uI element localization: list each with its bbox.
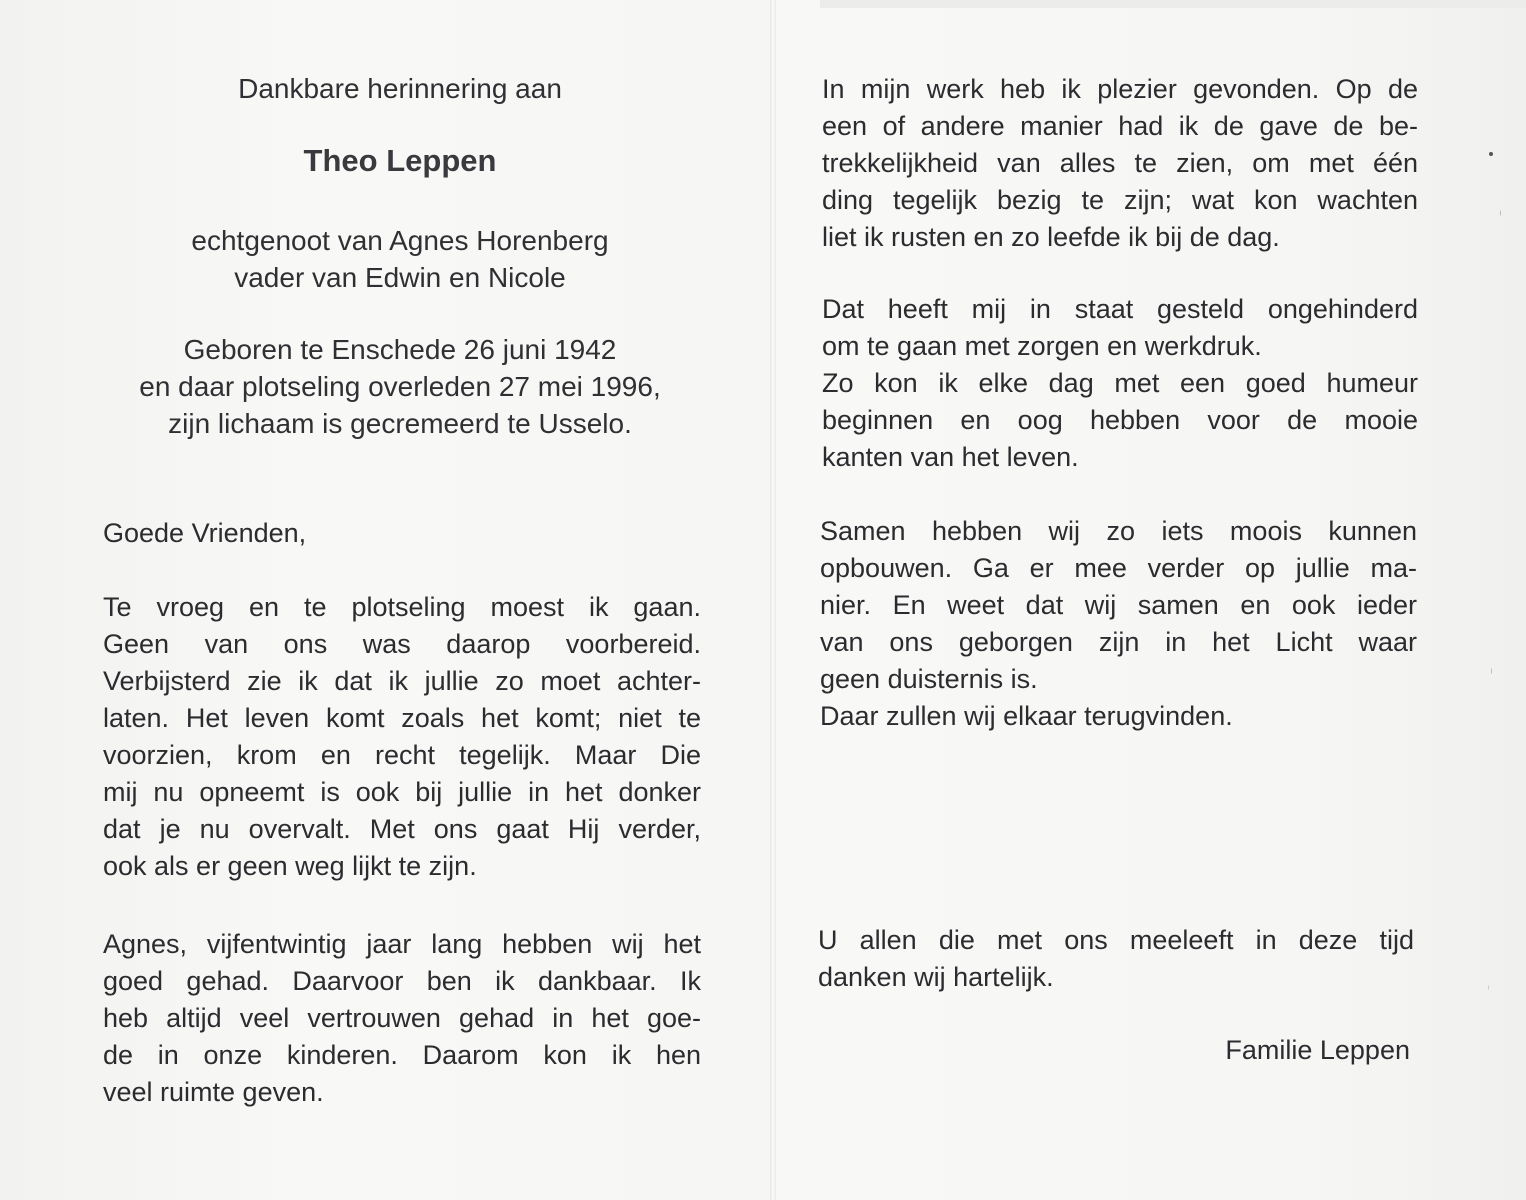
scan-speck <box>1491 668 1492 674</box>
paragraph-line: om te gaan met zorgen en werkdruk. <box>822 331 1262 361</box>
right-paragraph-3 <box>820 513 1417 735</box>
right-page-top-edge <box>820 0 1526 8</box>
relations-block <box>0 222 800 296</box>
paragraph-line: ook als er geen weg lijkt te zijn. <box>103 851 477 881</box>
paragraph-line: Samen hebben wij zo iets moois kunnen <box>820 516 1417 546</box>
paragraph-line: dat je nu overvalt. Met ons gaat Hij verder, <box>103 814 701 844</box>
scan-speck <box>1488 985 1489 990</box>
cremation-line: zijn lichaam is gecremeerd te Usselo. <box>168 408 632 439</box>
scan-speck <box>1500 210 1501 216</box>
right-paragraph-4 <box>818 922 1414 996</box>
relation-father: vader van Edwin en Nicole <box>234 262 566 293</box>
salutation-text: Goede Vrienden, <box>103 518 307 548</box>
scan-speck <box>1489 152 1493 156</box>
paragraph-line: voorzien, krom en recht tegelijk. Maar Die <box>103 740 701 770</box>
intro-line <box>0 70 800 107</box>
right-paragraph-2 <box>822 291 1418 476</box>
paragraph-line: Zo kon ik elke dag met een goed humeur <box>822 368 1418 398</box>
paragraph-line: opbouwen. Ga er mee verder op jullie ma- <box>820 553 1417 583</box>
paragraph-line: Te vroeg en te plotseling moest ik gaan. <box>103 592 701 622</box>
paragraph-line: ding tegelijk bezig te zijn; wat kon wachten <box>822 185 1418 215</box>
paragraph-line: Geen van ons was daarop voorbereid. <box>103 629 701 659</box>
paragraph-line: Daar zullen wij elkaar terugvinden. <box>820 701 1233 731</box>
paragraph-line: een of andere manier had ik de gave de be- <box>822 111 1418 141</box>
paragraph-line: liet ik rusten en zo leefde ik bij de dag. <box>822 222 1280 252</box>
intro-text: Dankbare herinnering aan <box>238 73 562 104</box>
paragraph-line: laten. Het leven komt zoals het komt; niet te <box>103 703 701 733</box>
right-paragraph-1 <box>822 71 1418 256</box>
left-paragraph-2 <box>103 926 701 1111</box>
paragraph-line: mij nu opneemt is ook bij jullie in het donker <box>103 777 701 807</box>
paragraph-line: trekkelijkheid van alles te zien, om met één <box>822 148 1418 178</box>
signature: Familie Leppen <box>1225 1035 1410 1065</box>
paragraph-line: danken wij hartelijk. <box>818 962 1054 992</box>
paragraph-line: geen duisternis is. <box>820 664 1038 694</box>
death-line: en daar plotseling overleden 27 mei 1996, <box>139 371 661 402</box>
paragraph-line: de in onze kinderen. Daarom kon ik hen <box>103 1040 701 1070</box>
paragraph-line: Agnes, vijfentwintig jaar lang hebben wij het <box>103 929 701 959</box>
paragraph-line: beginnen en oog hebben voor de mooie <box>822 405 1418 435</box>
paragraph-line: goed gehad. Daarvoor ben ik dankbaar. Ik <box>103 966 701 996</box>
paragraph-line: van ons geborgen zijn in het Licht waar <box>820 627 1417 657</box>
paragraph-line: Dat heeft mij in staat gesteld ongehinderd <box>822 294 1418 324</box>
paragraph-line: heb altijd veel vertrouwen gehad in het goe- <box>103 1003 701 1033</box>
paragraph-line: U allen die met ons meeleeft in deze tijd <box>818 925 1414 955</box>
birth-line: Geboren te Enschede 26 juni 1942 <box>183 334 617 365</box>
paragraph-line: veel ruimte geven. <box>103 1077 324 1107</box>
life-dates-block <box>0 331 800 442</box>
paragraph-line: kanten van het leven. <box>822 442 1079 472</box>
paragraph-line: In mijn werk heb ik plezier gevonden. Op de <box>822 74 1418 104</box>
deceased-name: Theo Leppen <box>303 143 497 178</box>
left-paragraph-1 <box>103 589 701 885</box>
salutation <box>103 515 703 552</box>
paragraph-line: nier. En weet dat wij samen en ook ieder <box>820 590 1417 620</box>
paragraph-line: Verbijsterd zie ik dat ik jullie zo moet achter- <box>103 666 701 696</box>
relation-spouse: echtgenoot van Agnes Horenberg <box>191 225 609 256</box>
